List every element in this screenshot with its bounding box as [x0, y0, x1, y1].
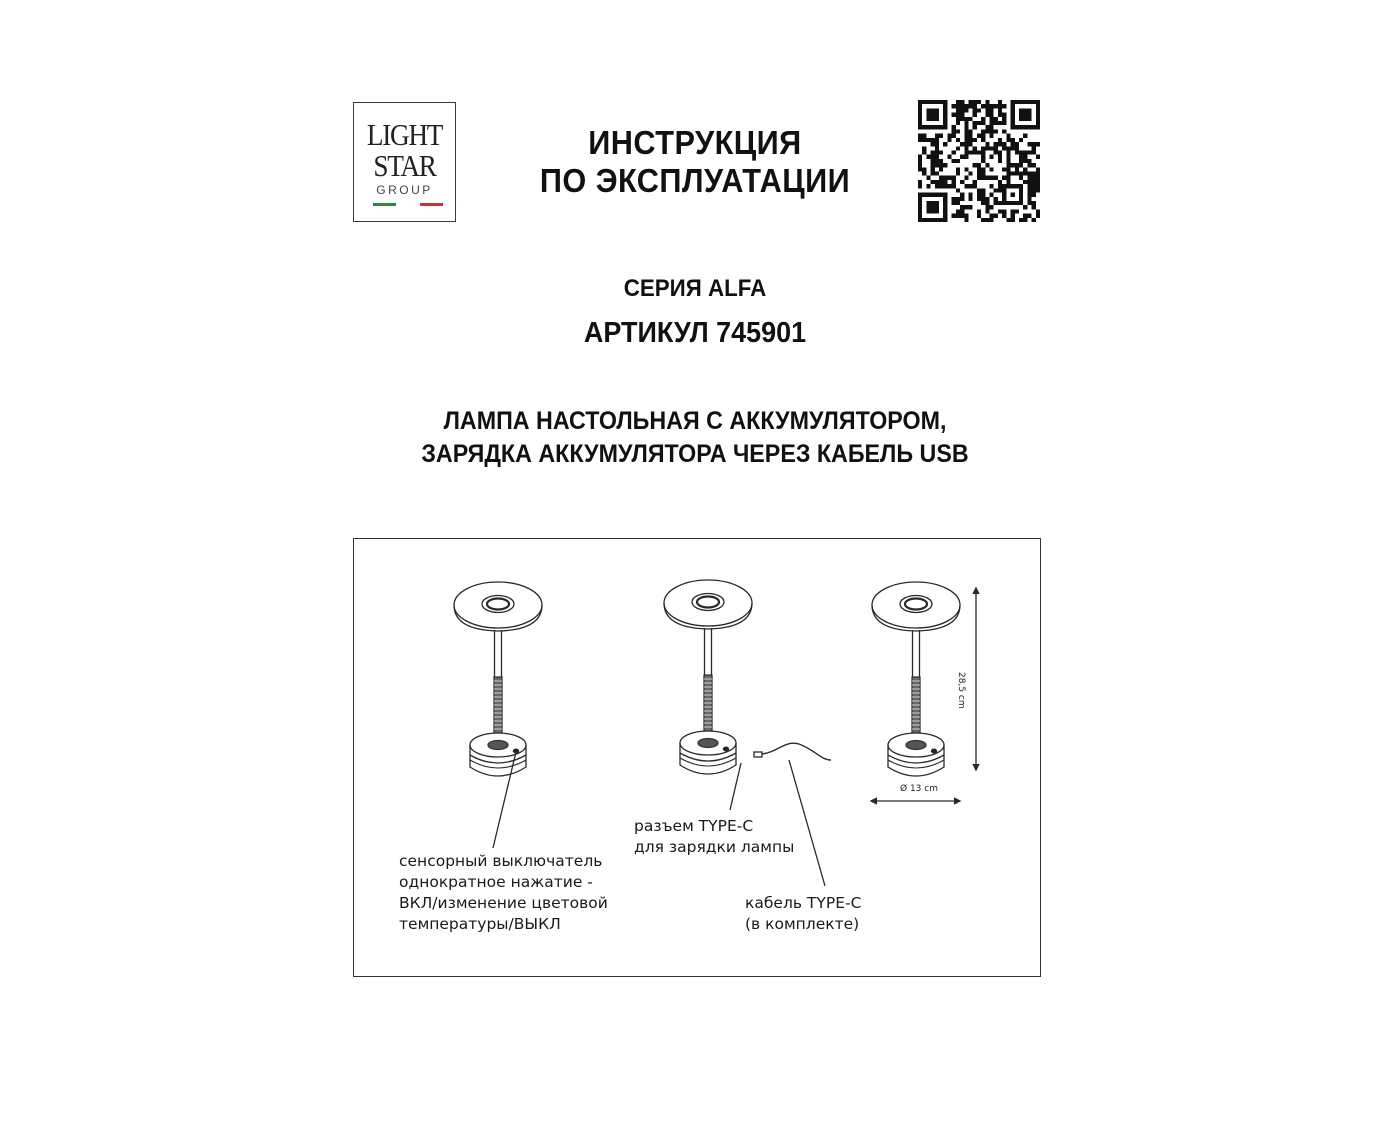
product-description-line-2: ЗАРЯДКА АККУМУЛЯТОРА ЧЕРЕЗ КАБЕЛЬ USB [421, 440, 969, 468]
sensor-switch-label [399, 851, 608, 935]
type-c-port-label [634, 816, 794, 858]
logo-line-group: GROUP [376, 183, 433, 197]
italian-flag-stripe [373, 203, 443, 206]
height-dimension [973, 588, 979, 770]
cable-leader-line [789, 760, 825, 886]
brand-logo [353, 102, 456, 222]
type-c-cable-label [745, 893, 861, 935]
lamp-view-charging [664, 580, 752, 774]
flag-red [420, 203, 443, 206]
cable-label-line: (в комплекте) [745, 915, 860, 933]
product-description-line-1: ЛАМПА НАСТОЛЬНАЯ С АККУМУЛЯТОРОМ, [443, 407, 947, 435]
document-title-line-1: ИНСТРУКЦИЯ [588, 124, 802, 161]
port-label-line: для зарядки лампы [634, 838, 795, 856]
sensor-label-line: температуры/ВЫКЛ [399, 915, 561, 933]
port-leader-line [730, 763, 741, 810]
lamp-view-switch [454, 582, 542, 776]
diameter-dimension [871, 798, 960, 804]
logo-line-star: STAR [373, 148, 436, 183]
sensor-label-line: однократное нажатие - [399, 873, 593, 891]
lamp-view-dimensions [872, 582, 960, 776]
article-number: АРТИКУЛ 745901 [583, 317, 807, 349]
document-title-line-2: ПО ЭКСПЛУАТАЦИИ [539, 162, 851, 199]
sensor-label-line: сенсорный выключатель [399, 852, 603, 870]
height-value: 28,5 cm [956, 672, 966, 709]
cable-label-line: кабель TYPE-C [745, 894, 862, 912]
flag-white [396, 203, 419, 206]
flag-green [373, 203, 396, 206]
series-name: СЕРИЯ ALFA [623, 275, 767, 302]
qr-code-icon [918, 100, 1040, 222]
diameter-value: Ø 13 cm [900, 784, 938, 794]
logo-line-light: LIGHT [366, 117, 443, 152]
port-label-line: разъем TYPE-C [634, 817, 754, 835]
sensor-leader-line [493, 752, 516, 848]
type-c-cable [754, 743, 831, 760]
sensor-label-line: ВКЛ/изменение цветовой [399, 894, 608, 912]
